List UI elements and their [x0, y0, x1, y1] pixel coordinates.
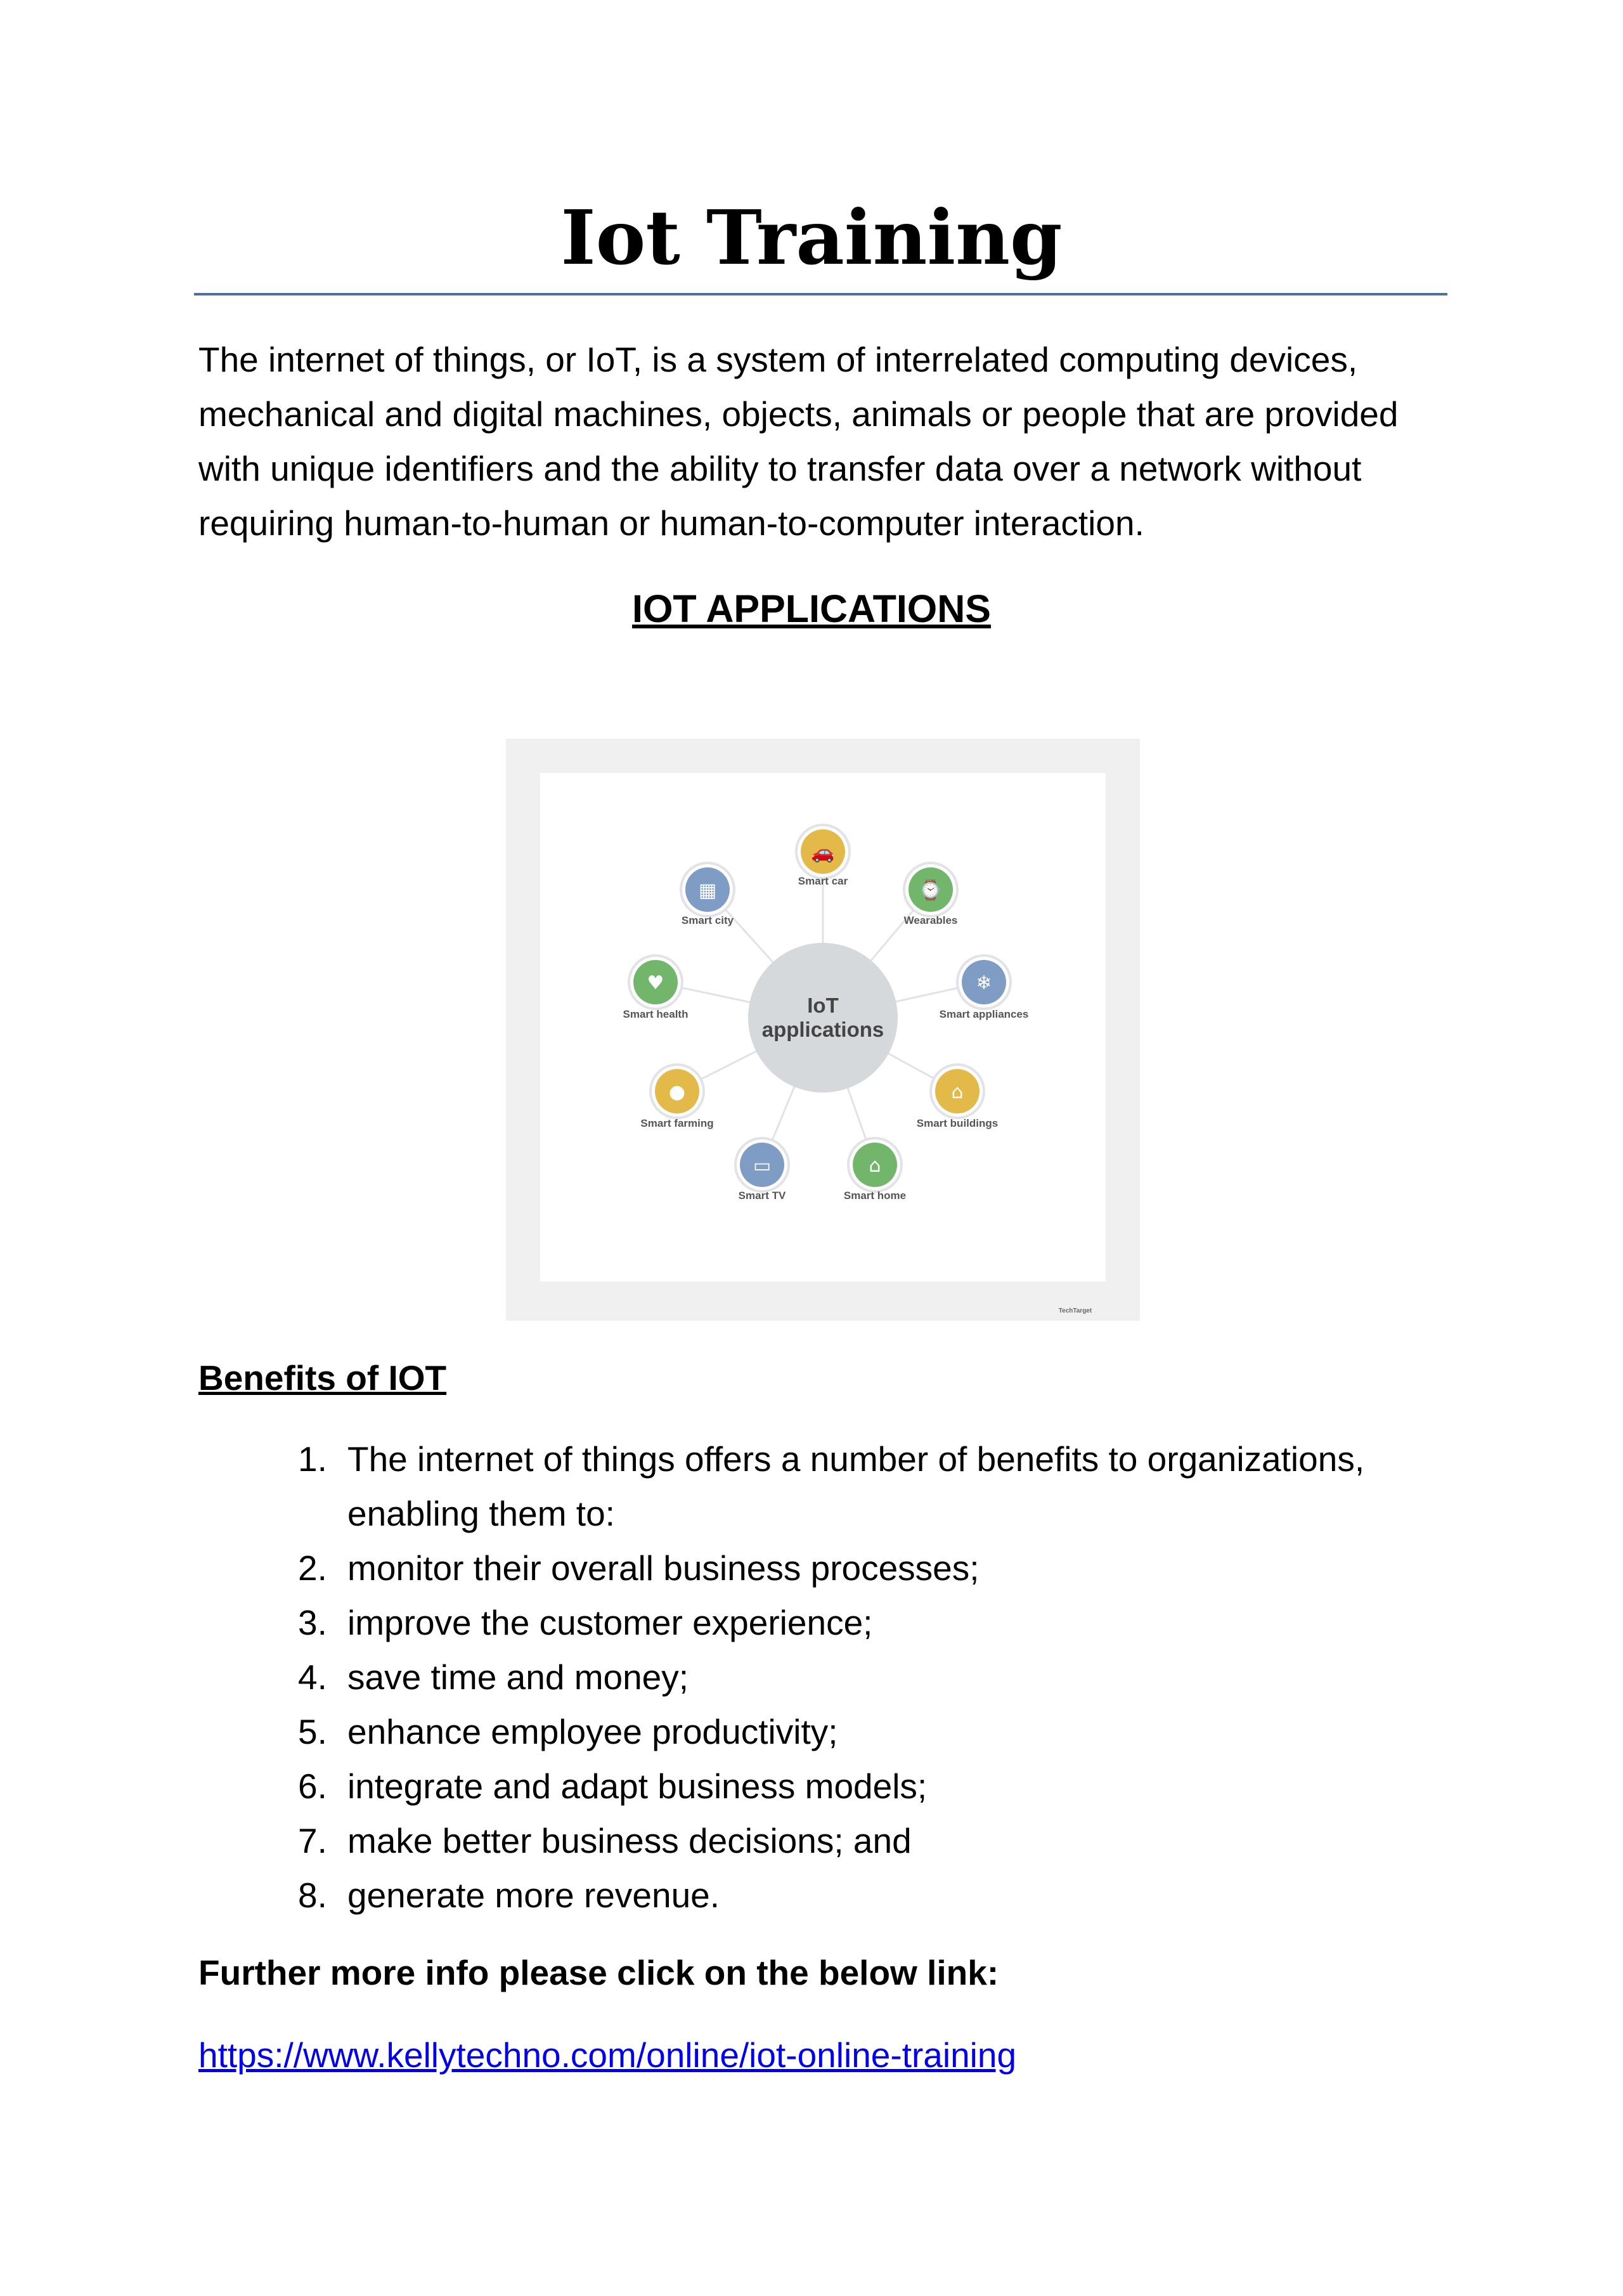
diagram-node	[796, 825, 850, 887]
list-item	[198, 1813, 1441, 1868]
node-label: Smart farming	[640, 1117, 714, 1129]
list-item	[198, 1541, 1441, 1595]
apple-icon-glyph: ●	[668, 1081, 686, 1103]
car-icon-glyph: 🚗	[811, 841, 835, 864]
list-item-text: make better business decisions; and	[347, 1821, 912, 1860]
tv-icon-glyph: ▭	[753, 1155, 772, 1177]
diagram-node	[904, 863, 958, 926]
training-link[interactable]: https://www.kellytechno.com/online/iot-online-training	[198, 2035, 1017, 2075]
city-icon-glyph: ▦	[698, 879, 717, 902]
benefits-list	[198, 1432, 1441, 1923]
list-item-number: 3.	[298, 1603, 327, 1642]
diagram-node	[735, 1138, 789, 1202]
node-label: Smart city	[681, 914, 734, 926]
list-item	[198, 1595, 1441, 1650]
node-label: Smart buildings	[916, 1117, 999, 1129]
list-item-number: 5.	[298, 1712, 327, 1751]
title-divider	[194, 293, 1447, 295]
applications-heading: IOT APPLICATIONS	[632, 587, 991, 630]
building-icon-glyph: ⌂	[951, 1081, 964, 1103]
list-item-text: monitor their overall business processes;	[347, 1548, 980, 1588]
node-label: Smart TV	[738, 1190, 786, 1202]
node-label: Smart car	[798, 875, 848, 887]
list-item-number: 7.	[298, 1821, 327, 1860]
node-label: Wearables	[903, 914, 958, 926]
list-item-text: generate more revenue.	[347, 1876, 720, 1915]
node-label: Smart health	[623, 1008, 689, 1020]
center-label-line1: IoT	[807, 994, 839, 1017]
center-label-line2: applications	[761, 1018, 884, 1041]
home-icon-glyph: ⌂	[869, 1155, 881, 1177]
list-item-number: 6.	[298, 1767, 327, 1806]
list-item	[198, 1759, 1441, 1813]
list-item	[198, 1650, 1441, 1704]
diagram-node	[681, 863, 734, 926]
heart-icon-glyph: ♥	[647, 972, 664, 994]
list-item-number: 8.	[298, 1876, 327, 1915]
list-item	[198, 1868, 1441, 1923]
more-info-text: Further more info please click on the below link:	[198, 1953, 999, 1992]
intro-paragraph: The internet of things, or IoT, is a system of interrelated computing devices, mechanical and digital machines, objects, animals or people that are provided with unique identifiers and the ability to transfer data over a network without requiring human-to-human or human-to-computer interaction.	[198, 340, 1399, 543]
list-item-number: 1.	[298, 1439, 327, 1479]
benefits-heading: Benefits of IOT	[198, 1358, 447, 1398]
node-label: Smart appliances	[939, 1008, 1029, 1020]
list-item	[198, 1432, 1441, 1541]
list-item-number: 4.	[298, 1657, 327, 1697]
list-item-text: improve the customer experience;	[347, 1603, 873, 1642]
list-item	[198, 1704, 1441, 1759]
node-label: Smart home	[843, 1190, 907, 1202]
iot-applications-figure	[506, 739, 1140, 1321]
list-item-text: enhance employee productivity;	[347, 1712, 838, 1751]
watch-icon-glyph: ⌚	[919, 879, 943, 902]
list-item-text: save time and money;	[347, 1657, 689, 1697]
diagram-node	[844, 1138, 906, 1202]
document-title: Iot Training	[560, 193, 1063, 282]
list-item-text: The internet of things offers a number of benefits to organizations, enabling them to:	[347, 1439, 1365, 1533]
list-item-number: 2.	[298, 1548, 327, 1588]
iot-applications-diagram	[506, 739, 1140, 1321]
brand-logo: TechTarget	[1058, 1307, 1092, 1314]
list-item-text: integrate and adapt business models;	[347, 1767, 928, 1806]
fridge-icon-glyph: ❄	[976, 972, 992, 994]
